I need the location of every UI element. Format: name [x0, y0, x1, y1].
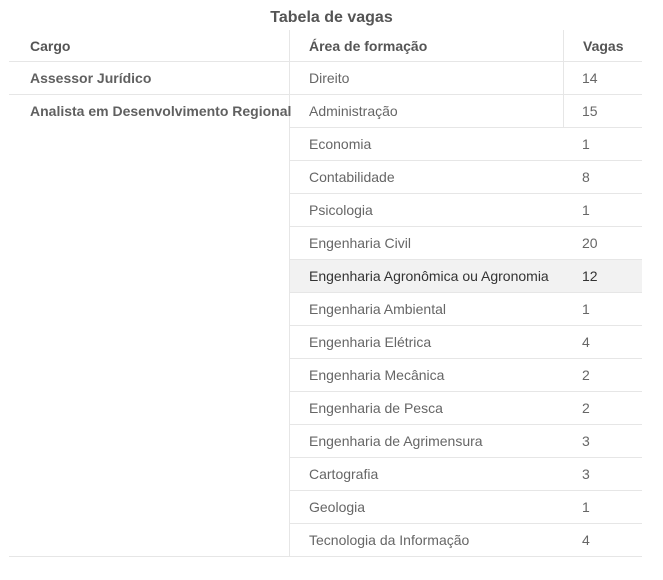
area-cell: Engenharia Agronômica ou Agronomia	[309, 268, 549, 284]
row-divider	[290, 424, 642, 425]
vagas-cell: 15	[582, 103, 598, 119]
vagas-cell: 1	[582, 301, 590, 317]
row-divider	[290, 226, 642, 227]
row-divider	[290, 391, 642, 392]
vagas-cell: 14	[582, 70, 598, 86]
row-divider	[290, 325, 642, 326]
vagas-cell: 8	[582, 169, 590, 185]
vagas-cell: 2	[582, 400, 590, 416]
area-cell: Engenharia de Agrimensura	[309, 433, 483, 449]
table-caption: Tabela de vagas	[270, 9, 393, 26]
area-cell: Contabilidade	[309, 169, 395, 185]
area-cell: Psicologia	[309, 202, 373, 218]
area-cell: Cartografia	[309, 466, 379, 482]
row-divider	[290, 160, 642, 161]
area-cell: Direito	[309, 70, 350, 86]
vagas-cell: 4	[582, 334, 590, 350]
vagas-cell: 3	[582, 433, 590, 449]
table-bottom-left	[9, 556, 290, 557]
vagas-cell: 1	[582, 202, 590, 218]
cargo-cell: Analista em Desenvolvimento Regional	[30, 103, 292, 119]
area-cell: Engenharia Mecânica	[309, 367, 445, 383]
vagas-cell: 4	[582, 532, 590, 548]
row-divider	[290, 193, 642, 194]
vagas-cell: 12	[582, 268, 598, 284]
area-cell: Tecnologia da Informação	[309, 532, 470, 548]
area-cell: Engenharia de Pesca	[309, 400, 443, 416]
header-area: Área de formação	[309, 38, 428, 54]
row-divider	[290, 523, 642, 524]
header-vagas: Vagas	[583, 38, 624, 54]
area-cell: Engenharia Elétrica	[309, 334, 432, 350]
row-divider	[290, 457, 642, 458]
area-cell: Geologia	[309, 499, 366, 515]
row-divider	[290, 556, 642, 557]
area-cell: Economia	[309, 136, 372, 152]
row-divider	[290, 358, 642, 359]
vagas-cell: 2	[582, 367, 590, 383]
area-cell: Administração	[309, 103, 398, 119]
area-cell: Engenharia Ambiental	[309, 301, 446, 317]
cargo-cell: Assessor Jurídico	[30, 70, 152, 86]
column-divider-vagas-header	[563, 30, 564, 128]
row-divider	[290, 292, 642, 293]
vagas-cell: 3	[582, 466, 590, 482]
row-divider	[290, 127, 642, 128]
row-divider	[290, 490, 642, 491]
area-cell: Engenharia Civil	[309, 235, 411, 251]
header-divider	[9, 61, 642, 62]
vagas-cell: 1	[582, 499, 590, 515]
cargo-row-divider	[9, 94, 642, 95]
vagas-cell: 20	[582, 235, 598, 251]
header-cargo: Cargo	[30, 38, 71, 54]
vagas-cell: 1	[582, 136, 590, 152]
